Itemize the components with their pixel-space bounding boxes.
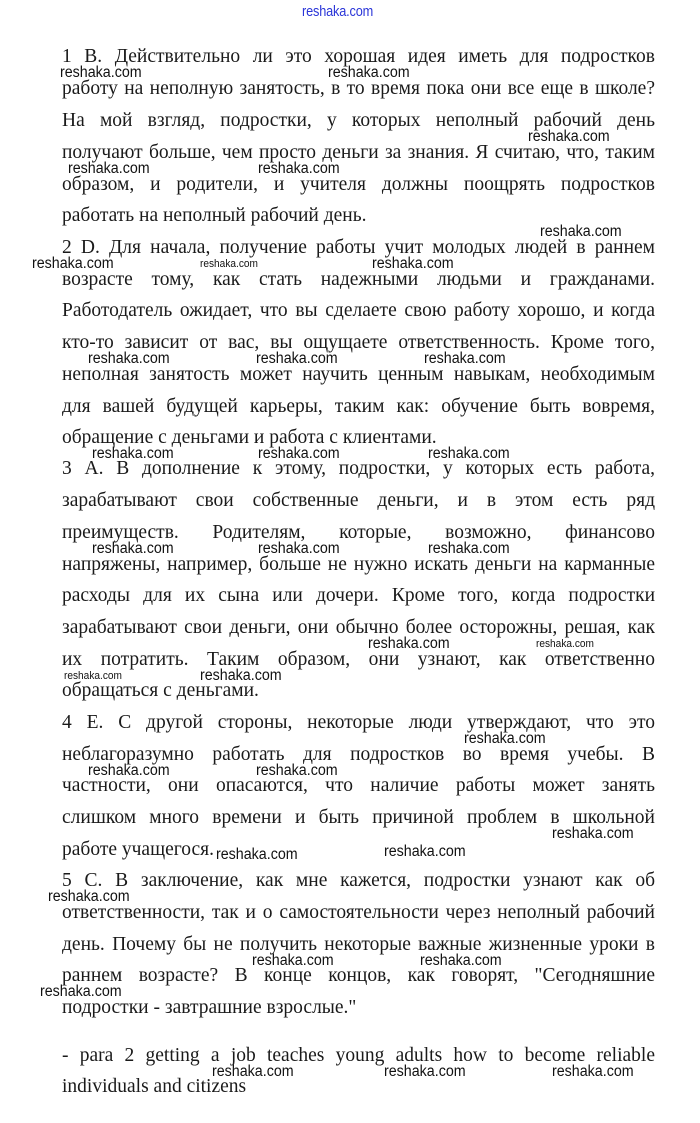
watermark: reshaka.com: [258, 540, 340, 557]
text-line: для вашей будущей карьеры, таким как: обучение быть вовремя,: [62, 396, 655, 417]
text-line: работать на неполный рабочий день.: [62, 205, 367, 226]
watermark: reshaka.com: [252, 952, 334, 969]
text-line: получают больше, чем просто деньги за знания. Я считаю, что, таким: [62, 142, 655, 163]
watermark: reshaka.com: [424, 350, 506, 367]
text-line: неблагоразумно работать для подростков во время учебы. В: [62, 744, 655, 765]
text-line: individuals and citizens: [62, 1076, 247, 1097]
watermark: reshaka.com: [258, 445, 340, 462]
watermark: reshaka.com: [528, 128, 610, 145]
watermark: reshaka.com: [92, 445, 174, 462]
text-line: преимуществ. Родителям, которые, возможно, финансово: [62, 522, 655, 543]
watermark: reshaka.com: [88, 762, 170, 779]
text-line: зарабатывают свои собственные деньги, и в этом есть ряд: [62, 490, 655, 511]
watermark: reshaka.com: [200, 667, 282, 684]
watermark: reshaka.com: [420, 952, 502, 969]
text-line: работу на неполную занятость, в то время пока они все еще в школе?: [62, 78, 655, 99]
watermark: reshaka.com: [552, 825, 634, 842]
watermark-top: reshaka.com: [302, 3, 374, 20]
watermark: reshaka.com: [552, 1063, 634, 1080]
watermark: reshaka.com: [64, 670, 122, 682]
text-line: напряжены, например, больше не нужно искать деньги на карманные: [62, 554, 655, 575]
text-line: день. Почему бы не получить некоторые важные жизненные уроки в: [62, 934, 655, 955]
watermark: reshaka.com: [428, 445, 510, 462]
text-line: кто-то зависит от вас, вы ощущаете ответственность. Кроме того,: [62, 332, 655, 353]
watermark: reshaka.com: [88, 350, 170, 367]
watermark: reshaka.com: [48, 888, 130, 905]
watermark: reshaka.com: [258, 160, 340, 177]
text-line: обращение с деньгами и работа с клиентами.: [62, 427, 437, 448]
text-line: зарабатывают свои деньги, они обычно более осторожны, решая, как: [62, 617, 655, 638]
watermark: reshaka.com: [40, 983, 122, 1000]
watermark: reshaka.com: [536, 638, 594, 650]
watermark: reshaka.com: [256, 762, 338, 779]
watermark: reshaka.com: [32, 255, 114, 272]
text-line: 4 Е. С другой стороны, некоторые люди утверждают, что это: [62, 712, 655, 733]
watermark: reshaka.com: [256, 350, 338, 367]
text-line: частности, они опасаются, что наличие работы может занять: [62, 775, 655, 796]
text-line: работе учащегося.: [62, 839, 215, 860]
text-line: слишком много времени и быть причиной проблем в школьной: [62, 807, 655, 828]
text-line: Работодатель ожидает, что вы сделаете свою работу хорошо, и когда: [62, 300, 655, 321]
text-line: раннем возрасте? В конце концов, как говорят, "Сегодняшние: [62, 965, 655, 986]
watermark: reshaka.com: [540, 223, 622, 240]
text-line: расходы для их сына или дочери. Кроме того, когда подростки: [62, 585, 655, 606]
text-line: их потратить. Таким образом, они узнают, как ответственно: [62, 649, 655, 670]
text-line: возрасте тому, как стать надежными людьми и гражданами.: [62, 269, 655, 290]
text-line: - para 2 getting a job teaches young adults how to become reliable: [62, 1045, 655, 1066]
text-line: неполная занятость может научить ценным навыкам, необходимым: [62, 364, 655, 385]
watermark: reshaka.com: [464, 730, 546, 747]
watermark: reshaka.com: [216, 846, 298, 863]
text-line: 1 В. Действительно ли это хорошая идея иметь для подростков: [62, 46, 655, 67]
text-line: 3 А. В дополнение к этому, подростки, у которых есть работа,: [62, 458, 655, 479]
watermark: reshaka.com: [60, 64, 142, 81]
watermark: reshaka.com: [200, 258, 258, 270]
watermark: reshaka.com: [212, 1063, 294, 1080]
watermark: reshaka.com: [372, 255, 454, 272]
text-line: ответственности, так и о самостоятельности через неполный рабочий: [62, 902, 655, 923]
watermark: reshaka.com: [328, 64, 410, 81]
watermark: reshaka.com: [92, 540, 174, 557]
watermark: reshaka.com: [384, 1063, 466, 1080]
text-line: подростки - завтрашние взрослые.": [62, 997, 357, 1018]
text-line: 2 D. Для начала, получение работы учит молодых людей в раннем: [62, 237, 655, 258]
watermark: reshaka.com: [428, 540, 510, 557]
text-line: На мой взгляд, подростки, у которых неполный рабочий день: [62, 110, 655, 131]
text-line: обращаться с деньгами.: [62, 680, 259, 701]
watermark: reshaka.com: [68, 160, 150, 177]
text-line: 5 С. В заключение, как мне кажется, подростки узнают как об: [62, 870, 655, 891]
watermark: reshaka.com: [384, 843, 466, 860]
text-line: образом, и родители, и учителя должны поощрять подростков: [62, 174, 655, 195]
watermark: reshaka.com: [368, 635, 450, 652]
